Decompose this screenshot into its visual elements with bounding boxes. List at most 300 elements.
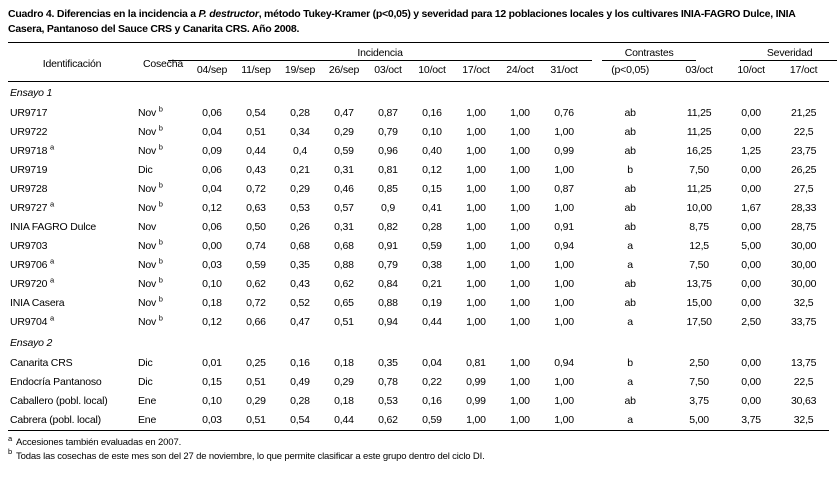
row-id: UR9727 $^a$ bbox=[10, 199, 55, 214]
severidad-value: 32,5 bbox=[793, 297, 814, 309]
row-cosecha: Nov $^b$ bbox=[138, 313, 163, 328]
table-caption-species: P. destructor bbox=[198, 8, 259, 20]
incidencia-value: 0,04 bbox=[202, 183, 222, 195]
table-body bbox=[8, 82, 829, 431]
incidencia-value: 1,00 bbox=[554, 316, 574, 328]
severidad-value: 7,50 bbox=[689, 259, 709, 271]
incidencia-value: 0,62 bbox=[246, 278, 266, 290]
incidencia-value: 1,00 bbox=[510, 107, 530, 119]
severidad-value: 0,00 bbox=[741, 376, 761, 388]
incidencia-value: 0,52 bbox=[290, 297, 310, 309]
severidad-date-header: 17/oct bbox=[778, 61, 829, 82]
footnote-marker: b bbox=[158, 199, 163, 209]
row-id: UR9720 $^a$ bbox=[10, 275, 55, 290]
incidencia-value: 0,29 bbox=[290, 183, 310, 195]
row-id: INIA Casera bbox=[10, 297, 65, 309]
incidencia-value: 0,51 bbox=[246, 126, 266, 138]
severidad-value: 32,5 bbox=[793, 414, 814, 426]
incidencia-value: 1,00 bbox=[510, 395, 530, 407]
severidad-value: 16,25 bbox=[686, 145, 712, 157]
incidencia-value: 0,79 bbox=[378, 259, 398, 271]
footnote-marker: b bbox=[158, 237, 163, 247]
incidencia-value: 0,31 bbox=[334, 221, 354, 233]
incidencia-value: 0,87 bbox=[378, 107, 398, 119]
incidencia-value: 0,47 bbox=[290, 316, 310, 328]
section-row bbox=[8, 82, 829, 105]
severidad-value: 11,25 bbox=[686, 126, 712, 138]
column-header-cosecha: Cosecha bbox=[136, 43, 190, 82]
row-id: UR9704 $^a$ bbox=[10, 313, 55, 328]
incidencia-value: 0,59 bbox=[246, 259, 266, 271]
footnote-marker: b bbox=[158, 275, 163, 285]
incidencia-value: 0,57 bbox=[334, 202, 354, 214]
footnote-marker: b bbox=[158, 142, 163, 152]
incidencia-value: 1,00 bbox=[466, 221, 486, 233]
incidencia-value: 0,91 bbox=[378, 240, 398, 252]
incidencia-value: 0,94 bbox=[554, 357, 574, 369]
incidencia-value: 1,00 bbox=[466, 414, 486, 426]
footnote-b-marker: b bbox=[8, 447, 13, 457]
incidencia-value: 1,00 bbox=[466, 278, 486, 290]
incidencia-value: 0,50 bbox=[246, 221, 266, 233]
incidencia-value: 1,00 bbox=[554, 259, 574, 271]
contraste-value: ab bbox=[624, 395, 636, 407]
section-label: Ensayo 2 bbox=[10, 337, 53, 349]
incidencia-value: 0,35 bbox=[378, 357, 398, 369]
incidencia-value: 0,43 bbox=[290, 278, 310, 290]
incidencia-value: 1,00 bbox=[554, 164, 574, 176]
row-id: UR9722 bbox=[10, 126, 48, 138]
incidencia-value: 0,59 bbox=[334, 145, 354, 157]
row-cosecha: Nov $^b$ bbox=[138, 294, 163, 309]
row-id: UR9718 $^a$ bbox=[10, 142, 55, 157]
severidad-value: 30,00 bbox=[790, 240, 817, 252]
incidencia-value: 0,21 bbox=[290, 164, 310, 176]
severidad-value: 0,00 bbox=[741, 259, 761, 271]
incidencia-value: 0,04 bbox=[422, 357, 442, 369]
row-id: UR9717 bbox=[10, 107, 48, 119]
severidad-date-header: 10/oct bbox=[724, 61, 778, 82]
footnote-marker: a bbox=[50, 313, 55, 323]
incidencia-value: 0,06 bbox=[202, 221, 222, 233]
severidad-value: 28,75 bbox=[790, 221, 817, 233]
incidencia-value: 0,91 bbox=[554, 221, 574, 233]
incidencia-value: 1,00 bbox=[466, 316, 486, 328]
incidencia-value: 0,59 bbox=[422, 240, 442, 252]
contraste-value: a bbox=[627, 240, 633, 252]
incidencia-value: 0,68 bbox=[334, 240, 354, 252]
row-cosecha: Ene bbox=[138, 395, 157, 407]
incidencia-value: 0,53 bbox=[378, 395, 398, 407]
row-cosecha: Nov $^b$ bbox=[138, 256, 163, 271]
section-row bbox=[8, 332, 829, 354]
footnote-a-marker: a bbox=[8, 433, 13, 443]
incidencia-value: 0,09 bbox=[202, 145, 222, 157]
incidencia-date-header: 19/sep bbox=[278, 61, 322, 82]
footnote-marker: b bbox=[158, 180, 163, 190]
severidad-value: 0,00 bbox=[741, 126, 761, 138]
incidencia-value: 0,72 bbox=[246, 183, 266, 195]
contraste-value: ab bbox=[624, 221, 636, 233]
incidencia-date-header: 10/oct bbox=[410, 61, 454, 82]
incidencia-value: 0,54 bbox=[246, 107, 266, 119]
severidad-value: 0,00 bbox=[741, 107, 761, 119]
severidad-value: 11,25 bbox=[686, 107, 712, 119]
incidencia-value: 0,99 bbox=[554, 145, 574, 157]
incidencia-value: 0,04 bbox=[202, 126, 222, 138]
footnote-marker: a bbox=[50, 256, 55, 266]
table-row bbox=[8, 294, 829, 313]
incidencia-value: 0,28 bbox=[290, 107, 310, 119]
incidencia-value: 0,06 bbox=[202, 164, 222, 176]
severidad-value: 30,63 bbox=[790, 395, 817, 407]
incidencia-value: 0,65 bbox=[334, 297, 354, 309]
table-row bbox=[8, 411, 829, 431]
footnote-marker: b bbox=[158, 294, 163, 304]
group-header-incidencia-label: Incidencia bbox=[168, 47, 592, 61]
incidencia-value: 1,00 bbox=[466, 202, 486, 214]
incidencia-value: 0,22 bbox=[422, 376, 442, 388]
incidencia-value: 1,00 bbox=[466, 145, 486, 157]
incidencia-date-header: 03/oct bbox=[366, 61, 410, 82]
severidad-value: 0,00 bbox=[741, 221, 761, 233]
incidencia-value: 0,88 bbox=[334, 259, 354, 271]
row-cosecha: Nov $^b$ bbox=[138, 180, 163, 195]
incidencia-value: 0,34 bbox=[290, 126, 310, 138]
incidencia-value: 1,00 bbox=[554, 414, 574, 426]
incidencia-value: 0,28 bbox=[290, 395, 310, 407]
incidencia-value: 0,25 bbox=[246, 357, 266, 369]
incidencia-date-header: 31/oct bbox=[542, 61, 586, 82]
severidad-value: 33,75 bbox=[790, 316, 817, 328]
row-id: Caballero (pobl. local) bbox=[10, 395, 108, 407]
severidad-value: 11,25 bbox=[686, 183, 712, 195]
incidencia-value: 0,29 bbox=[334, 126, 354, 138]
incidencia-value: 0,85 bbox=[378, 183, 398, 195]
row-cosecha: Nov bbox=[138, 221, 157, 233]
incidencia-value: 0,15 bbox=[422, 183, 442, 195]
footnote-b-text: Todas las cosechas de este mes son del 27 de noviembre, lo que permite clasificar a este grupo dentro del ciclo DI. bbox=[16, 450, 485, 462]
contraste-value: a bbox=[627, 414, 633, 426]
incidencia-value: 0,16 bbox=[422, 107, 442, 119]
table-row bbox=[8, 237, 829, 256]
incidencia-value: 0,10 bbox=[422, 126, 442, 138]
incidencia-value: 0,29 bbox=[334, 376, 354, 388]
incidencia-value: 0,46 bbox=[334, 183, 354, 195]
severidad-value: 22,5 bbox=[793, 376, 814, 388]
row-cosecha: Dic bbox=[138, 376, 153, 388]
incidencia-value: 0,01 bbox=[202, 357, 222, 369]
contraste-value: b bbox=[627, 164, 633, 176]
severidad-value: 0,00 bbox=[741, 278, 761, 290]
footnote-marker: a bbox=[50, 142, 55, 152]
incidencia-value: 0,81 bbox=[378, 164, 398, 176]
table-caption bbox=[0, 0, 837, 36]
severidad-value: 28,33 bbox=[790, 202, 817, 214]
incidencia-value: 0,78 bbox=[378, 376, 398, 388]
incidencia-value: 0,21 bbox=[422, 278, 442, 290]
incidencia-value: 0,62 bbox=[334, 278, 354, 290]
group-header-incidencia bbox=[190, 43, 586, 62]
severidad-value: 7,50 bbox=[689, 376, 709, 388]
incidencia-value: 0,84 bbox=[378, 278, 398, 290]
incidencia-value: 1,00 bbox=[554, 202, 574, 214]
incidencia-value: 0,12 bbox=[422, 164, 442, 176]
row-cosecha: Nov $^b$ bbox=[138, 142, 163, 157]
incidencia-value: 0,19 bbox=[422, 297, 442, 309]
row-cosecha: Nov $^b$ bbox=[138, 123, 163, 138]
incidencia-value: 1,00 bbox=[510, 145, 530, 157]
incidencia-value: 0,88 bbox=[378, 297, 398, 309]
footnote-a-text: Accesiones también evaluadas en 2007. bbox=[16, 437, 182, 448]
incidencia-value: 0,74 bbox=[246, 240, 266, 252]
severidad-date-header: 03/oct bbox=[674, 61, 724, 82]
contraste-value: ab bbox=[624, 145, 636, 157]
severidad-value: 15,00 bbox=[686, 297, 712, 309]
incidencia-value: 0,16 bbox=[422, 395, 442, 407]
severidad-value: 2,50 bbox=[741, 316, 761, 328]
severidad-value: 27,5 bbox=[793, 183, 814, 195]
incidencia-value: 0,99 bbox=[466, 395, 486, 407]
severidad-value: 12,5 bbox=[689, 240, 709, 252]
footnote-marker: b bbox=[158, 123, 163, 133]
incidencia-date-header: 04/sep bbox=[190, 61, 234, 82]
incidencia-value: 0,03 bbox=[202, 414, 222, 426]
incidencia-value: 1,00 bbox=[466, 126, 486, 138]
row-cosecha: Dic bbox=[138, 357, 153, 369]
table-row bbox=[8, 392, 829, 411]
row-id: UR9703 bbox=[10, 240, 48, 252]
severidad-value: 13,75 bbox=[686, 278, 712, 290]
row-cosecha: Nov $^b$ bbox=[138, 104, 163, 119]
severidad-value: 1,67 bbox=[741, 202, 761, 214]
contraste-value: ab bbox=[624, 183, 636, 195]
incidencia-value: 0,44 bbox=[246, 145, 266, 157]
row-cosecha: Ene bbox=[138, 414, 157, 426]
severidad-value: 0,00 bbox=[741, 164, 761, 176]
table-header bbox=[8, 43, 829, 82]
incidencia-value: 0,49 bbox=[290, 376, 310, 388]
incidencia-value: 0,54 bbox=[290, 414, 310, 426]
incidencia-value: 1,00 bbox=[510, 183, 530, 195]
severidad-value: 0,00 bbox=[741, 297, 761, 309]
row-cosecha: Dic bbox=[138, 164, 153, 176]
incidencia-value: 0,16 bbox=[290, 357, 310, 369]
incidencia-value: 0,43 bbox=[246, 164, 266, 176]
incidencia-value: 0,44 bbox=[422, 316, 442, 328]
incidencia-value: 0,9 bbox=[381, 202, 395, 214]
incidencia-value: 0,76 bbox=[554, 107, 574, 119]
incidencia-value: 0,29 bbox=[246, 395, 266, 407]
incidencia-value: 0,94 bbox=[378, 316, 398, 328]
row-id: UR9719 bbox=[10, 164, 48, 176]
row-id: UR9728 bbox=[10, 183, 48, 195]
incidencia-value: 0,00 bbox=[202, 240, 222, 252]
table-row bbox=[8, 218, 829, 237]
severidad-value: 30,00 bbox=[790, 259, 817, 271]
table-row bbox=[8, 256, 829, 275]
incidencia-value: 0,31 bbox=[334, 164, 354, 176]
table-caption-text-after: , método Tukey-Kramer (p<0,05) y severidad para 12 poblaciones locales y los cultivares INIA-FAGRO Dulce, INIA Casera, Pantanoso del Sauce CRS y Canarita CRS. Año 2008. bbox=[8, 8, 796, 35]
incidencia-value: 1,00 bbox=[510, 259, 530, 271]
severidad-value: 30,00 bbox=[790, 278, 817, 290]
incidencia-value: 1,00 bbox=[554, 376, 574, 388]
severidad-value: 3,75 bbox=[741, 414, 761, 426]
incidencia-value: 1,00 bbox=[510, 240, 530, 252]
incidencia-value: 0,51 bbox=[246, 414, 266, 426]
incidencia-date-header: 17/oct bbox=[454, 61, 498, 82]
severidad-value: 1,25 bbox=[741, 145, 761, 157]
table-row bbox=[8, 313, 829, 332]
incidencia-value: 0,28 bbox=[422, 221, 442, 233]
footnote-marker: b bbox=[158, 313, 163, 323]
table-row bbox=[8, 104, 829, 123]
footnote-marker: a bbox=[50, 275, 55, 285]
incidencia-value: 1,00 bbox=[554, 395, 574, 407]
table-caption-text-before: Diferencias en la incidencia a bbox=[54, 8, 199, 20]
table-row bbox=[8, 199, 829, 218]
footnote-a bbox=[8, 433, 829, 450]
row-id: Endocría Pantanoso bbox=[10, 376, 102, 388]
group-header-contrastes-label: Contrastes bbox=[602, 47, 696, 61]
contraste-value: ab bbox=[624, 297, 636, 309]
incidencia-value: 1,00 bbox=[510, 414, 530, 426]
severidad-value: 0,00 bbox=[741, 183, 761, 195]
incidencia-value: 0,15 bbox=[202, 376, 222, 388]
incidencia-value: 0,10 bbox=[202, 395, 222, 407]
row-cosecha: Nov $^b$ bbox=[138, 237, 163, 252]
incidencia-value: 0,12 bbox=[202, 202, 222, 214]
severidad-value: 17,50 bbox=[686, 316, 712, 328]
incidencia-value: 1,00 bbox=[466, 107, 486, 119]
incidencia-value: 0,94 bbox=[554, 240, 574, 252]
table-row bbox=[8, 142, 829, 161]
severidad-value: 3,75 bbox=[689, 395, 709, 407]
group-header-severidad-label: Severidad bbox=[740, 47, 837, 61]
incidencia-date-header: 26/sep bbox=[322, 61, 366, 82]
incidencia-date-header: 11/sep bbox=[234, 61, 278, 82]
incidencia-value: 0,87 bbox=[554, 183, 574, 195]
contraste-value: ab bbox=[624, 107, 636, 119]
table-row bbox=[8, 161, 829, 180]
incidencia-value: 1,00 bbox=[510, 357, 530, 369]
incidencia-value: 0,68 bbox=[290, 240, 310, 252]
incidencia-date-header: 24/oct bbox=[498, 61, 542, 82]
incidencia-value: 0,18 bbox=[334, 357, 354, 369]
incidencia-value: 1,00 bbox=[510, 278, 530, 290]
footnote-marker: b bbox=[158, 256, 163, 266]
incidencia-value: 0,35 bbox=[290, 259, 310, 271]
column-header-identificacion: Identificación bbox=[8, 43, 136, 82]
row-id: Canarita CRS bbox=[10, 357, 73, 369]
incidencia-value: 0,10 bbox=[202, 278, 222, 290]
severidad-value: 8,75 bbox=[689, 221, 709, 233]
section-label: Ensayo 1 bbox=[10, 87, 53, 99]
incidencia-value: 1,00 bbox=[466, 297, 486, 309]
incidencia-value: 1,00 bbox=[466, 164, 486, 176]
contraste-value: b bbox=[627, 357, 633, 369]
table-row bbox=[8, 373, 829, 392]
incidencia-value: 1,00 bbox=[554, 126, 574, 138]
incidencia-value: 0,59 bbox=[422, 414, 442, 426]
results-table bbox=[8, 42, 829, 431]
incidencia-value: 0,26 bbox=[290, 221, 310, 233]
incidencia-value: 0,96 bbox=[378, 145, 398, 157]
incidencia-value: 0,12 bbox=[202, 316, 222, 328]
table-row bbox=[8, 123, 829, 142]
group-header-row bbox=[8, 43, 829, 62]
incidencia-value: 0,06 bbox=[202, 107, 222, 119]
incidencia-value: 1,00 bbox=[510, 221, 530, 233]
row-cosecha: Nov $^b$ bbox=[138, 275, 163, 290]
incidencia-value: 0,38 bbox=[422, 259, 442, 271]
severidad-value: 21,25 bbox=[790, 107, 817, 119]
incidencia-value: 0,51 bbox=[246, 376, 266, 388]
incidencia-value: 1,00 bbox=[510, 297, 530, 309]
incidencia-value: 1,00 bbox=[510, 126, 530, 138]
severidad-value: 22,5 bbox=[793, 126, 814, 138]
incidencia-value: 0,79 bbox=[378, 126, 398, 138]
contraste-value: a bbox=[627, 259, 633, 271]
incidencia-value: 0,40 bbox=[422, 145, 442, 157]
incidencia-value: 0,41 bbox=[422, 202, 442, 214]
group-header-contrastes bbox=[586, 43, 674, 62]
incidencia-value: 0,03 bbox=[202, 259, 222, 271]
table-row bbox=[8, 354, 829, 373]
severidad-value: 0,00 bbox=[741, 395, 761, 407]
row-id: Cabrera (pobl. local) bbox=[10, 414, 101, 426]
footnote-marker: b bbox=[158, 104, 163, 114]
table-row bbox=[8, 275, 829, 294]
incidencia-value: 0,18 bbox=[334, 395, 354, 407]
incidencia-value: 0,18 bbox=[202, 297, 222, 309]
table-caption-number: Cuadro 4. bbox=[8, 8, 55, 20]
incidencia-value: 1,00 bbox=[466, 259, 486, 271]
footnote-marker: a bbox=[50, 199, 55, 209]
row-cosecha: Nov $^b$ bbox=[138, 199, 163, 214]
incidencia-value: 1,00 bbox=[466, 183, 486, 195]
incidencia-value: 1,00 bbox=[510, 316, 530, 328]
footnote-b bbox=[8, 447, 829, 464]
contraste-value: a bbox=[627, 376, 633, 388]
incidencia-value: 0,62 bbox=[378, 414, 398, 426]
contraste-value: a bbox=[627, 316, 633, 328]
incidencia-value: 0,72 bbox=[246, 297, 266, 309]
incidencia-value: 0,53 bbox=[290, 202, 310, 214]
group-header-severidad bbox=[674, 43, 829, 62]
contraste-value: ab bbox=[624, 278, 636, 290]
table-row bbox=[8, 180, 829, 199]
row-id: INIA FAGRO Dulce bbox=[10, 221, 97, 233]
incidencia-value: 0,82 bbox=[378, 221, 398, 233]
incidencia-value: 0,66 bbox=[246, 316, 266, 328]
contrastes-pvalue-header: (p<0,05) bbox=[586, 61, 674, 82]
severidad-value: 7,50 bbox=[689, 164, 709, 176]
incidencia-value: 0,81 bbox=[466, 357, 486, 369]
incidencia-value: 0,44 bbox=[334, 414, 354, 426]
contraste-value: ab bbox=[624, 126, 636, 138]
footnotes bbox=[0, 431, 837, 463]
severidad-value: 5,00 bbox=[741, 240, 761, 252]
incidencia-value: 0,63 bbox=[246, 202, 266, 214]
incidencia-value: 0,99 bbox=[466, 376, 486, 388]
severidad-value: 13,75 bbox=[790, 357, 817, 369]
severidad-value: 23,75 bbox=[790, 145, 817, 157]
row-id: UR9706 $^a$ bbox=[10, 256, 55, 271]
incidencia-value: 1,00 bbox=[554, 297, 574, 309]
incidencia-value: 1,00 bbox=[510, 164, 530, 176]
severidad-value: 0,00 bbox=[741, 357, 761, 369]
